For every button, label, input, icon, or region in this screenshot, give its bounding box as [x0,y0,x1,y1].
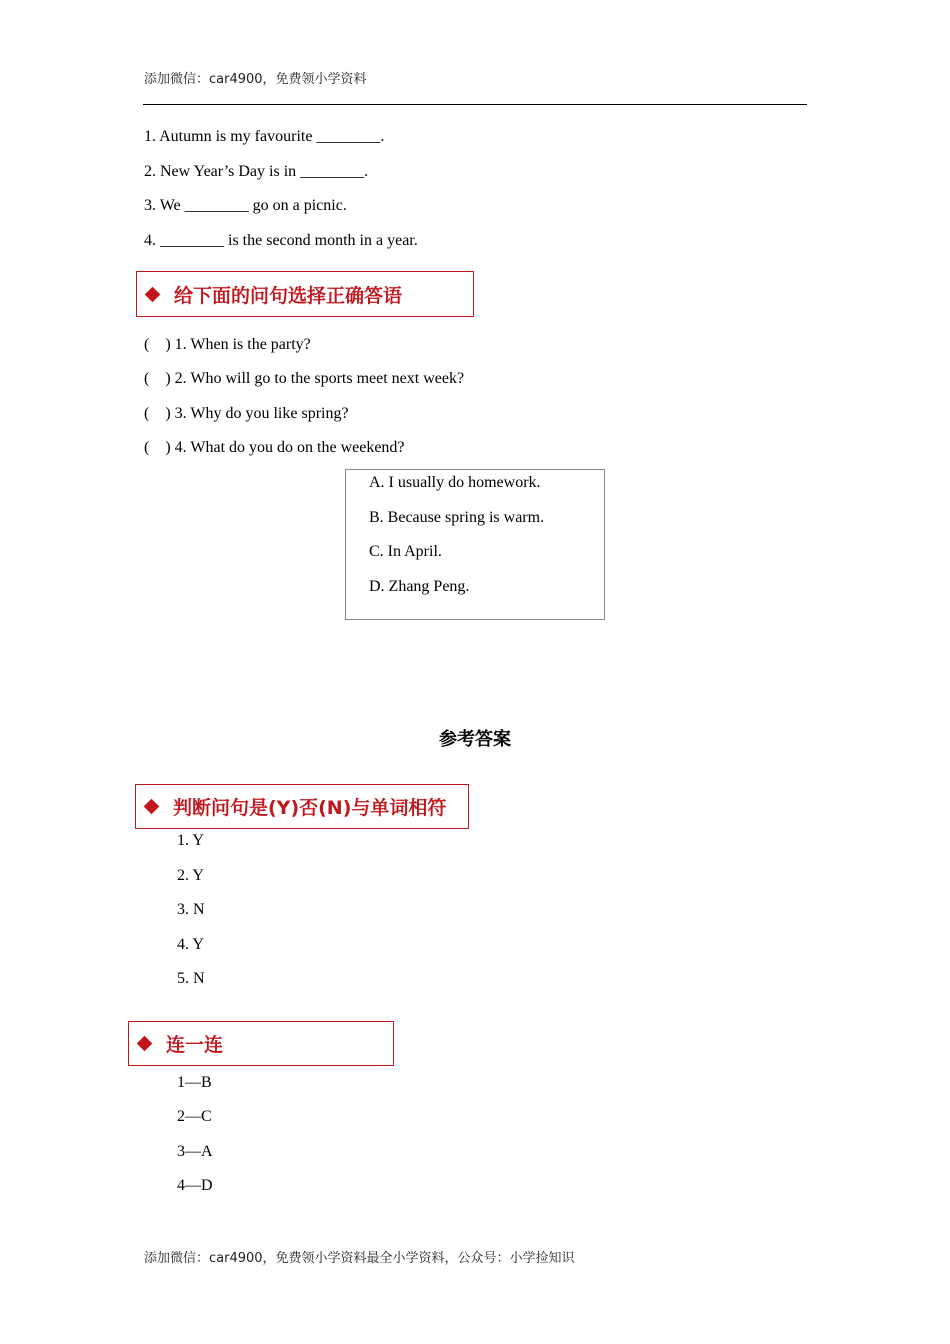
footer-note: 添加微信：car4900，免费领小学资料最全小学资料，公众号：小学捡知识 [144,1251,575,1266]
judge-answer-5: 5. N [177,970,205,987]
diamond-bullet-icon [144,799,160,815]
option-a: A. I usually do homework. [369,474,541,491]
section-header-judge [135,784,469,829]
match-answer-2: 2—C [177,1108,212,1125]
fill-blank-4: 4. ________ is the second month in a year. [144,232,418,249]
section-title-match: 连一连 [166,1034,224,1056]
match-answer-3: 3—A [177,1143,213,1160]
match-answer-1: 1—B [177,1074,212,1091]
fill-blank-1: 1. Autumn is my favourite ________. [144,128,385,145]
judge-answer-4: 4. Y [177,936,204,953]
diamond-bullet-icon [137,1036,153,1052]
question-4: ( ) 4. What do you do on the weekend? [144,439,405,456]
section-header-choose [136,271,474,317]
option-d: D. Zhang Peng. [369,578,470,595]
question-2: ( ) 2. Who will go to the sports meet next week? [144,370,465,387]
question-3: ( ) 3. Why do you like spring? [144,405,349,422]
judge-answer-1: 1. Y [177,832,204,849]
match-answer-4: 4—D [177,1177,213,1194]
diamond-bullet-icon [145,286,161,302]
header-note: 添加微信：car4900，免费领小学资料 [144,72,367,87]
header-rule [143,104,807,105]
fill-blank-2: 2. New Year’s Day is in ________. [144,163,369,180]
section-title-choose: 给下面的问句选择正确答语 [174,284,403,307]
judge-answer-3: 3. N [177,901,205,918]
answer-key-title: 参考答案 [439,729,511,750]
option-b: B. Because spring is warm. [369,509,545,526]
fill-blank-3: 3. We ________ go on a picnic. [144,197,347,214]
judge-answer-2: 2. Y [177,867,204,884]
question-1: ( ) 1. When is the party? [144,336,311,353]
section-title-judge: 判断问句是(Y)否(N)与单词相符 [173,797,447,819]
option-c: C. In April. [369,543,442,560]
section-header-match [128,1021,394,1066]
